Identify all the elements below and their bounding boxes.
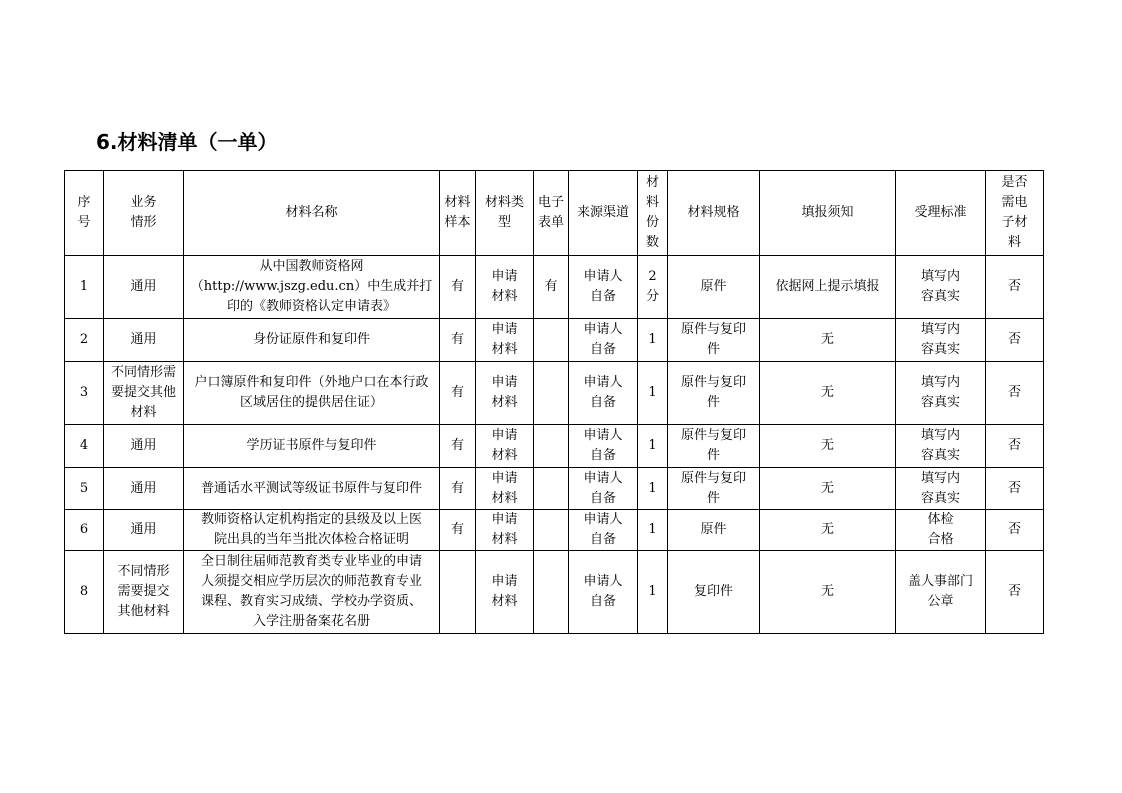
cell-name: 全日制往届师范教育类专业毕业的申请 人须提交相应学历层次的师范教育专业 课程、教育实习成绩、学校办学资质、 入学注册备案花名册 [184, 551, 440, 634]
cell-copies: 1 [638, 425, 668, 468]
cell-type: 申请 材料 [476, 256, 534, 319]
cell-eform [534, 510, 569, 551]
table-row [65, 551, 1044, 634]
cell-standard: 体检 合格 [896, 510, 986, 551]
cell-name: 普通话水平测试等级证书原件与复印件 [184, 468, 440, 510]
cell-need-electronic: 否 [986, 362, 1044, 425]
cell-standard: 填写内 容真实 [896, 425, 986, 468]
cell-notes: 依据网上提示填报 [760, 256, 896, 319]
cell-standard: 填写内 容真实 [896, 468, 986, 510]
cell-notes: 无 [760, 551, 896, 634]
cell-scenario: 通用 [104, 510, 184, 551]
cell-seq: 5 [65, 468, 104, 510]
cell-standard: 填写内 容真实 [896, 256, 986, 319]
table-row [65, 319, 1044, 362]
cell-sample: 有 [440, 425, 476, 468]
cell-name: 户口簿原件和复印件（外地户口在本行政 区域居住的提供居住证） [184, 362, 440, 425]
cell-spec: 原件与复印 件 [668, 319, 760, 362]
cell-notes: 无 [760, 319, 896, 362]
cell-seq: 8 [65, 551, 104, 634]
header-need-electronic: 是否 需电 子材 料 [986, 171, 1044, 256]
cell-copies: 1 [638, 319, 668, 362]
cell-source: 申请人 自备 [569, 319, 638, 362]
header-name: 材料名称 [184, 171, 440, 256]
cell-source: 申请人 自备 [569, 510, 638, 551]
cell-source: 申请人 自备 [569, 551, 638, 634]
table-row [65, 510, 1044, 551]
header-eform: 电子 表单 [534, 171, 569, 256]
cell-spec: 原件与复印 件 [668, 362, 760, 425]
header-spec: 材料规格 [668, 171, 760, 256]
header-seq: 序 号 [65, 171, 104, 256]
page-title: 6.材料清单（一单） [96, 130, 278, 154]
cell-standard: 盖人事部门 公章 [896, 551, 986, 634]
cell-name: 学历证书原件与复印件 [184, 425, 440, 468]
header-type: 材料类 型 [476, 171, 534, 256]
cell-copies: 1 [638, 362, 668, 425]
cell-seq: 3 [65, 362, 104, 425]
header-scenario: 业务 情形 [104, 171, 184, 256]
cell-name: 身份证原件和复印件 [184, 319, 440, 362]
cell-seq: 6 [65, 510, 104, 551]
table-row [65, 256, 1044, 319]
cell-source: 申请人 自备 [569, 362, 638, 425]
header-sample: 材料 样本 [440, 171, 476, 256]
cell-type: 申请 材料 [476, 425, 534, 468]
cell-need-electronic: 否 [986, 319, 1044, 362]
cell-eform [534, 425, 569, 468]
cell-source: 申请人 自备 [569, 468, 638, 510]
header-copies: 材料 份数 [638, 171, 668, 256]
cell-source: 申请人 自备 [569, 256, 638, 319]
header-notes: 填报须知 [760, 171, 896, 256]
cell-notes: 无 [760, 510, 896, 551]
cell-eform [534, 362, 569, 425]
cell-need-electronic: 否 [986, 551, 1044, 634]
cell-source: 申请人 自备 [569, 425, 638, 468]
cell-spec: 复印件 [668, 551, 760, 634]
cell-copies: 2 分 [638, 256, 668, 319]
cell-need-electronic: 否 [986, 256, 1044, 319]
cell-spec: 原件与复印 件 [668, 425, 760, 468]
materials-table [64, 170, 1044, 634]
cell-notes: 无 [760, 468, 896, 510]
cell-type: 申请 材料 [476, 510, 534, 551]
cell-sample: 有 [440, 256, 476, 319]
cell-sample: 有 [440, 468, 476, 510]
cell-scenario: 通用 [104, 256, 184, 319]
header-source: 来源渠道 [569, 171, 638, 256]
cell-need-electronic: 否 [986, 468, 1044, 510]
cell-need-electronic: 否 [986, 425, 1044, 468]
cell-sample: 有 [440, 319, 476, 362]
cell-copies: 1 [638, 468, 668, 510]
cell-spec: 原件 [668, 256, 760, 319]
cell-type: 申请 材料 [476, 551, 534, 634]
cell-spec: 原件 [668, 510, 760, 551]
cell-copies: 1 [638, 510, 668, 551]
cell-type: 申请 材料 [476, 468, 534, 510]
cell-eform [534, 319, 569, 362]
cell-eform [534, 468, 569, 510]
header-row [65, 171, 1044, 256]
cell-sample: 有 [440, 510, 476, 551]
cell-scenario: 通用 [104, 319, 184, 362]
cell-seq: 1 [65, 256, 104, 319]
cell-name: 教师资格认定机构指定的县级及以上医 院出具的当年当批次体检合格证明 [184, 510, 440, 551]
cell-type: 申请 材料 [476, 319, 534, 362]
cell-sample: 有 [440, 362, 476, 425]
cell-scenario: 不同情形需 要提交其他 材料 [104, 362, 184, 425]
cell-seq: 2 [65, 319, 104, 362]
table-row [65, 362, 1044, 425]
cell-sample [440, 551, 476, 634]
cell-copies: 1 [638, 551, 668, 634]
cell-need-electronic: 否 [986, 510, 1044, 551]
cell-spec: 原件与复印 件 [668, 468, 760, 510]
cell-type: 申请 材料 [476, 362, 534, 425]
cell-scenario: 通用 [104, 468, 184, 510]
cell-eform [534, 551, 569, 634]
cell-notes: 无 [760, 425, 896, 468]
cell-name: 从中国教师资格网 （http://www.jszg.edu.cn）中生成并打 印的《教师资格认定申请表》 [184, 256, 440, 319]
cell-notes: 无 [760, 362, 896, 425]
cell-scenario: 通用 [104, 425, 184, 468]
table-row [65, 425, 1044, 468]
header-standard: 受理标准 [896, 171, 986, 256]
cell-seq: 4 [65, 425, 104, 468]
cell-scenario: 不同情形 需要提交 其他材料 [104, 551, 184, 634]
cell-standard: 填写内 容真实 [896, 319, 986, 362]
cell-eform: 有 [534, 256, 569, 319]
table-row [65, 468, 1044, 510]
cell-standard: 填写内 容真实 [896, 362, 986, 425]
